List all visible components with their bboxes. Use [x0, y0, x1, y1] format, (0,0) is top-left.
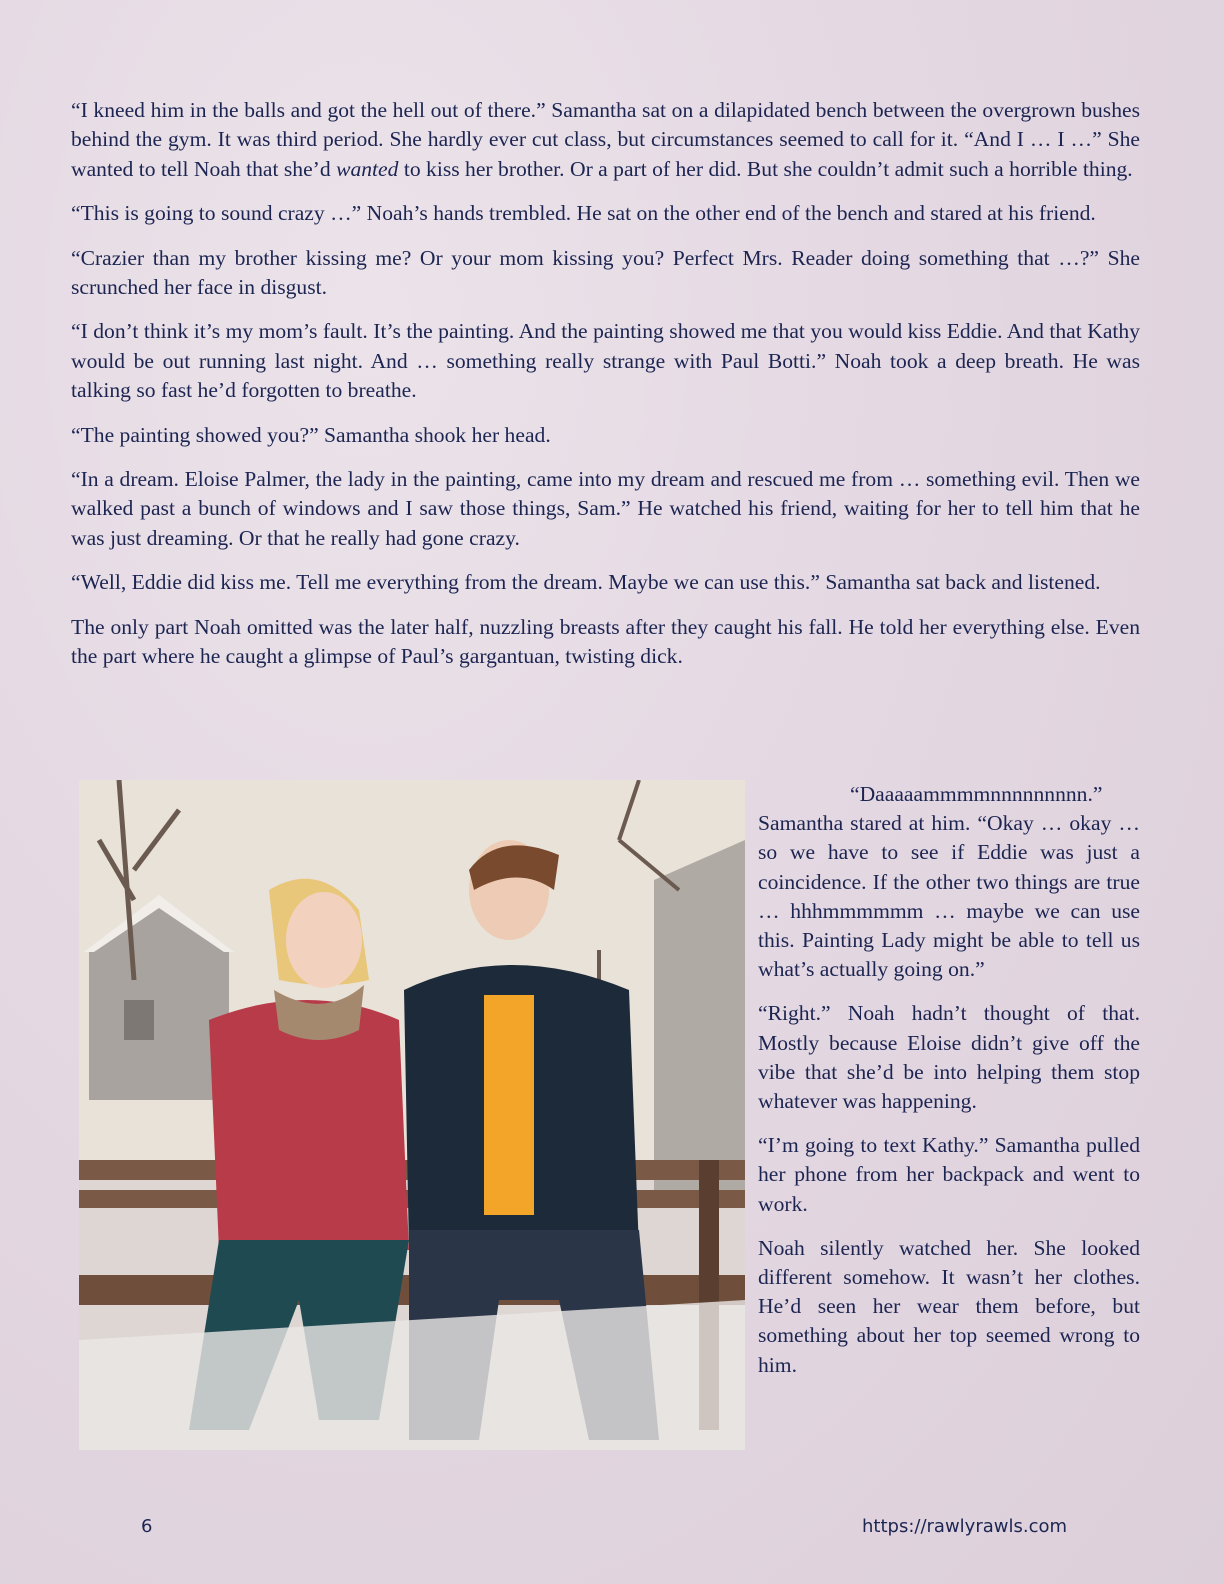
paragraph: “Well, Eddie did kiss me. Tell me everything from the dream. Maybe we can use this.” Samantha sat back and listened. [71, 570, 1101, 595]
paragraph: “The painting showed you?” Samantha shook her head. [71, 422, 551, 447]
paragraph-text: “I kneed him in the balls and got the hell out of there.” Samantha sat on a dilapidated bench between the overgrown bushes behind the gym. It was third period. She hardly ever cut class, but circumstances seemed to call for it. “And I … I …” She wanted to tell Noah that she’d [71, 98, 1140, 181]
paragraph: “I don’t think it’s my mom’s fault. It’s the painting. And the painting showed me that you would kiss Eddie. And that Kathy would be out running last night. And … something really strange with Paul Botti.” Noah took a deep breath. He was talking so fast he’d forgotten to breathe. [71, 319, 1140, 403]
website-link[interactable]: https://rawlyrawls.com [862, 1516, 1068, 1537]
emphasis-text: wanted [336, 156, 399, 181]
illustration-couple-on-bench [79, 780, 745, 1450]
paragraph-text: to kiss her brother. Or a part of her did. But she couldn’t admit such a horrible thing. [398, 156, 1133, 181]
main-text [71, 96, 1140, 687]
paragraph: “Right.” Noah hadn’t thought of that. Mostly because Eloise didn’t give off the vibe that she’d be into helping them stop whatever was happening. [758, 1001, 1140, 1114]
paragraph: “Crazier than my brother kissing me? Or your mom kissing you? Perfect Mrs. Reader doing something that …?” She scrunched her face in disgust. [71, 245, 1140, 300]
paragraph: “I’m going to text Kathy.” Samantha pulled her phone from her backpack and went to work. [758, 1133, 1140, 1216]
page-number: 6 [141, 1516, 153, 1537]
paragraph [71, 96, 1140, 184]
paragraph: “This is going to sound crazy …” Noah’s hands trembled. He sat on the other end of the bench and stared at his friend. [71, 201, 1096, 226]
paragraph: The only part Noah omitted was the later half, nuzzling breasts after they caught his fall. He told her everything else. Even the part where he caught a glimpse of Paul’s gargantuan, twisting dick. [71, 614, 1140, 669]
paragraph: “Daaaaammmmnnnnnnnnn.” Samantha stared at him. “Okay … okay … so we have to see if Eddie was just a coincidence. If the other two things are true … hhhmmmmmm … maybe we can use this. Painting Lady might be able to tell us what’s actually going on.” [758, 782, 1140, 982]
side-text [758, 780, 1140, 1395]
paragraph: “In a dream. Eloise Palmer, the lady in the painting, came into my dream and rescued me from … something evil. Then we walked past a bunch of windows and I saw those things, Sam.” He watched his friend, waiting for her to tell him that he was just dreaming. Or that he really had gone crazy. [71, 467, 1140, 550]
paragraph: Noah silently watched her. She looked different somehow. It wasn’t her clothes. He’d seen her wear them before, but something about her top seemed wrong to him. [758, 1235, 1140, 1377]
